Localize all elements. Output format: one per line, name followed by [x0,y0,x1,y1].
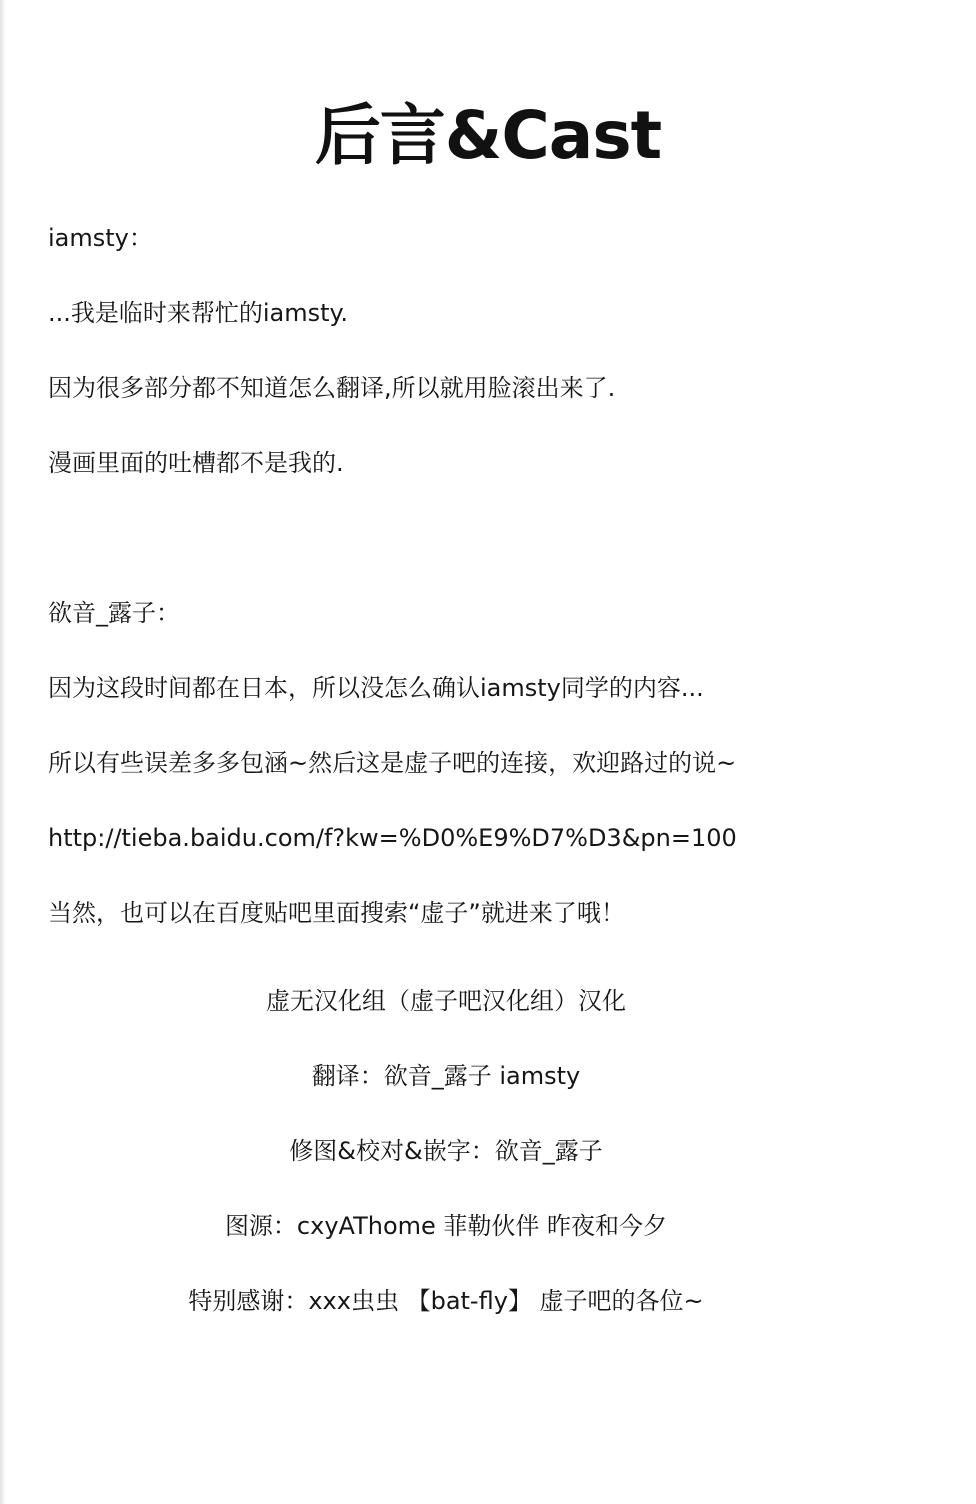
credit-source: 图源：cxyAThome 菲勒伙伴 昨夜和今夕 [224,1212,668,1240]
credit-thanks: 特别感谢：xxx虫虫 【bat-fly】 虚子吧的各位~ [188,1287,704,1315]
yuyin-line-2: 所以有些误差多多包涵~然后这是虚子吧的连接，欢迎路过的说~ [48,749,737,777]
tieba-link: http://tieba.baidu.com/f?kw=%D0%E9%D7%D3&pn=100 [48,824,737,852]
credit-group: 虚无汉化组（虚子吧汉化组）汉化 [266,987,626,1015]
yuyin-heading: 欲音_露子： [48,599,180,627]
yuyin-line-4: 当然，也可以在百度贴吧里面搜索“虚子”就进来了哦！ [48,899,625,927]
iamsty-line-1: ...我是临时来帮忙的iamsty. [48,299,348,327]
page-title: 后言&Cast [314,97,662,174]
iamsty-heading: iamsty： [48,224,153,252]
iamsty-line-2: 因为很多部分都不知道怎么翻译,所以就用脸滚出来了. [48,374,616,402]
credit-editing: 修图&校对&嵌字：欲音_露子 [289,1137,603,1165]
credit-translation: 翻译：欲音_露子 iamsty [311,1062,581,1090]
yuyin-line-1: 因为这段时间都在日本，所以没怎么确认iamsty同学的内容... [48,674,704,702]
iamsty-line-3: 漫画里面的吐槽都不是我的. [48,449,344,477]
scan-edge-shadow [0,0,6,1504]
